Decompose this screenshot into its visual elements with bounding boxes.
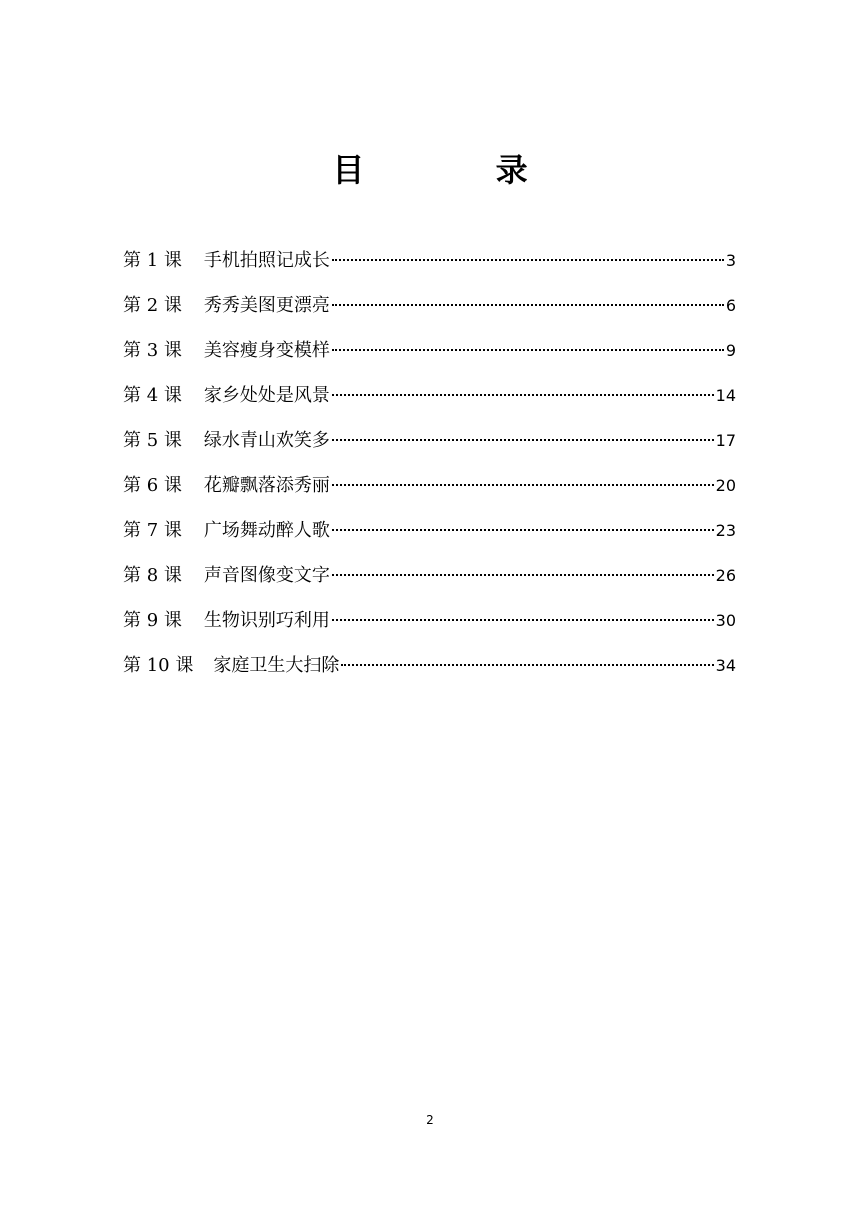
toc-entry-title: 家乡处处是风景 — [203, 385, 330, 406]
toc-entry-page: 9 — [725, 341, 736, 360]
toc-entry-page: 14 — [715, 386, 736, 405]
dot-leader — [332, 528, 714, 531]
toc-entry-title: 花瓣飘落添秀丽 — [203, 475, 330, 496]
toc-entry-page: 23 — [715, 521, 736, 540]
toc-entry-label: 第 3 课 — [123, 340, 182, 361]
toc-entry[interactable] — [123, 604, 736, 649]
toc-entry[interactable] — [123, 289, 736, 334]
dot-leader — [332, 258, 724, 261]
dot-leader — [332, 393, 714, 396]
toc-entry-title: 手机拍照记成长 — [203, 250, 330, 271]
dot-leader — [332, 483, 714, 486]
dot-leader — [341, 663, 713, 666]
toc-entry[interactable] — [123, 469, 736, 514]
toc-entry-title: 生物识别巧利用 — [203, 610, 330, 631]
dot-leader — [332, 303, 724, 306]
toc-entry[interactable] — [123, 244, 736, 289]
toc-entry-label: 第 5 课 — [123, 430, 182, 451]
toc-entry-label: 第 9 课 — [123, 610, 182, 631]
toc-entry-page: 20 — [715, 476, 736, 495]
page-number: 2 — [426, 1113, 434, 1127]
toc-entry[interactable] — [123, 559, 736, 604]
toc-entry-page: 17 — [715, 431, 736, 450]
toc-entry-page: 6 — [725, 296, 736, 315]
toc-entry[interactable] — [123, 424, 736, 469]
toc-entry-title: 声音图像变文字 — [203, 565, 330, 586]
toc-entry-title: 广场舞动醉人歌 — [203, 520, 330, 541]
toc-entry-page: 34 — [715, 656, 736, 675]
toc-entry-title: 秀秀美图更漂亮 — [203, 295, 330, 316]
toc-entry-label: 第 10 课 — [123, 655, 194, 676]
toc-entry-label: 第 4 课 — [123, 385, 182, 406]
toc-entry[interactable] — [123, 514, 736, 559]
dot-leader — [332, 348, 724, 351]
dot-leader — [332, 618, 714, 621]
toc-entry-page: 30 — [715, 611, 736, 630]
toc-entry-label: 第 7 课 — [123, 520, 182, 541]
toc-entry-label: 第 8 课 — [123, 565, 182, 586]
toc-title: 目 录 — [332, 151, 588, 189]
toc-entry-label: 第 2 课 — [123, 295, 182, 316]
toc-entry-label: 第 6 课 — [123, 475, 182, 496]
dot-leader — [332, 573, 714, 576]
toc-entry[interactable] — [123, 334, 736, 379]
toc-list — [123, 244, 736, 694]
toc-entry[interactable] — [123, 649, 736, 694]
toc-entry-page: 3 — [725, 251, 736, 270]
toc-entry-title: 绿水青山欢笑多 — [203, 430, 330, 451]
toc-entry-label: 第 1 课 — [123, 250, 182, 271]
dot-leader — [332, 438, 714, 441]
toc-entry-title: 美容瘦身变模样 — [203, 340, 330, 361]
toc-entry-title: 家庭卫生大扫除 — [213, 655, 340, 676]
toc-entry-page: 26 — [715, 566, 736, 585]
toc-entry[interactable] — [123, 379, 736, 424]
